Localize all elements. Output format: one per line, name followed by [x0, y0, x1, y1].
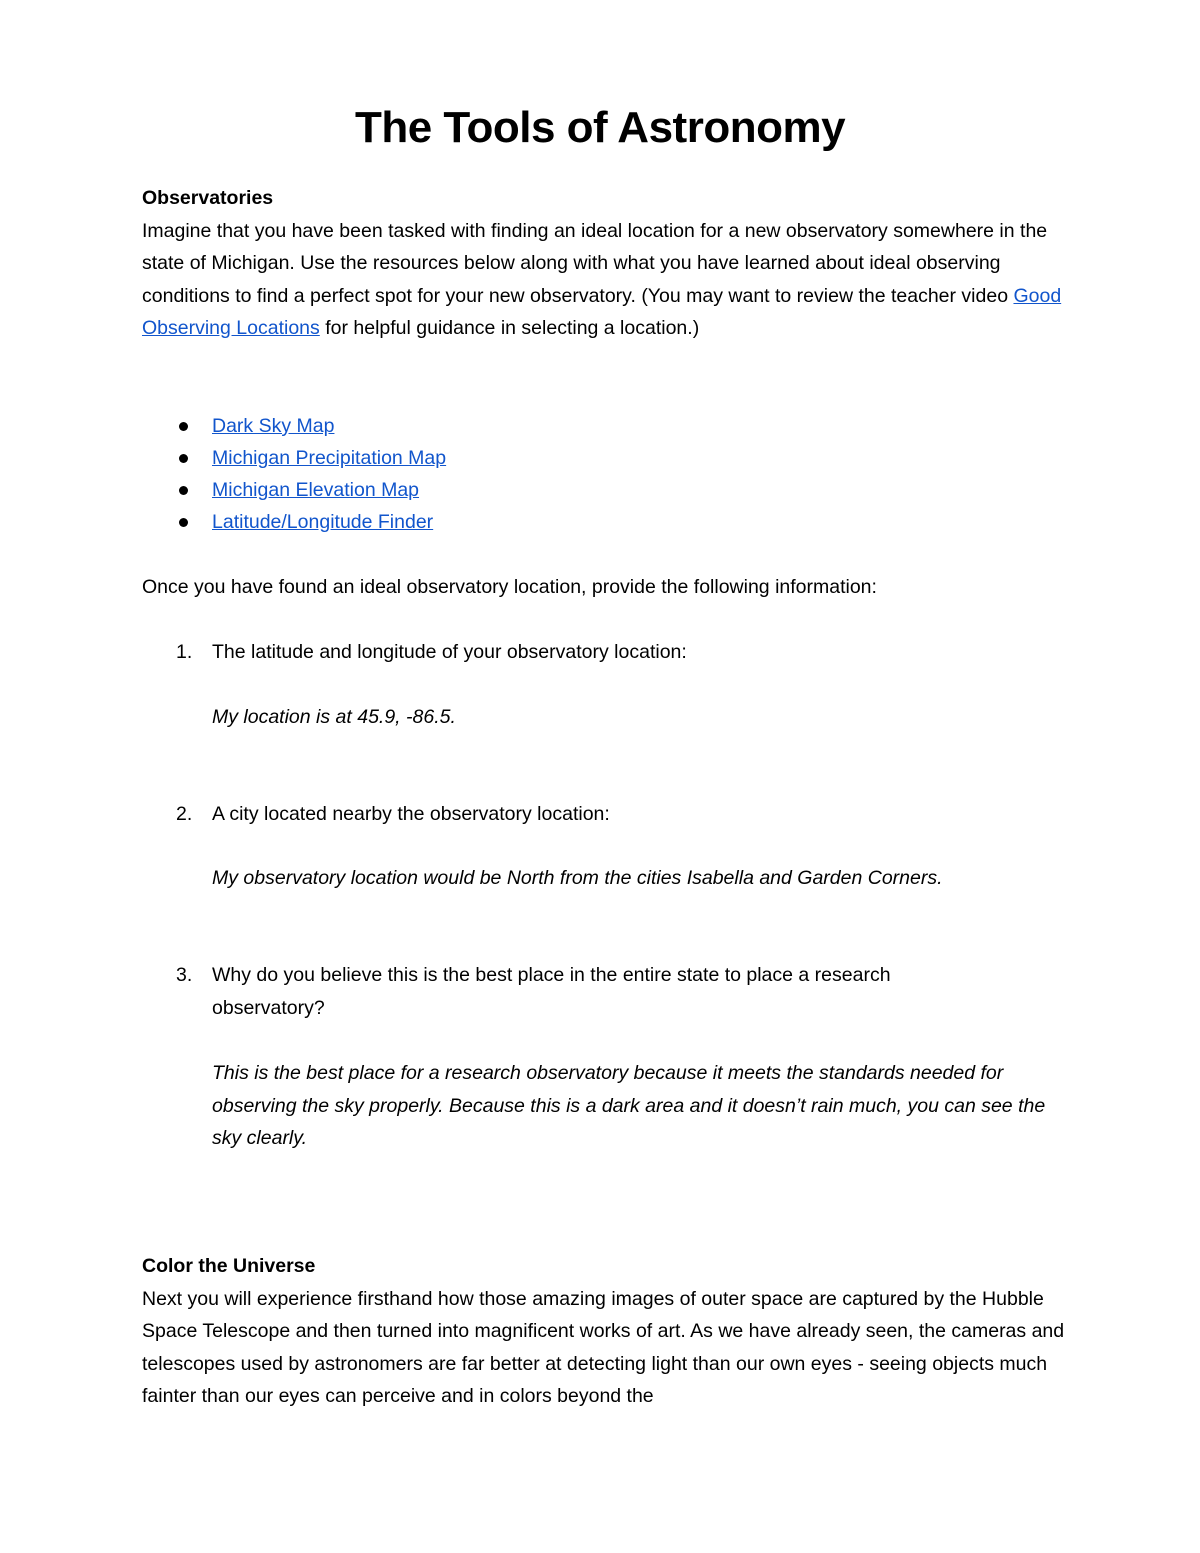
question-text: The latitude and longitude of your observatory location:: [212, 641, 687, 663]
answer-1: My location is at 45.9, -86.5.: [212, 706, 456, 728]
color-universe-body: Next you will experience firsthand how those amazing images of outer space are captured by the Hubble Space Telescope and then turned into magnificent works of art. As we have already seen, the cameras and telescopes used by astronomers are far better at detecting light than our own eyes - seeing objects much fainter than our eyes can perceive and in colors beyond the: [142, 1287, 1065, 1407]
instructions-prompt: Once you have found an ideal observatory location, provide the following information:: [142, 576, 877, 598]
bullet-icon: [179, 422, 188, 431]
list-item: [142, 410, 1072, 442]
question-2: [142, 798, 1072, 831]
question-number: 3.: [176, 964, 193, 986]
bullet-icon: [179, 518, 188, 527]
list-item: [142, 474, 1072, 506]
intro-text-after-link: for helpful guidance in selecting a location.): [319, 317, 700, 339]
question-text: A city located nearby the observatory location:: [212, 803, 610, 825]
question-text: Why do you believe this is the best place in the entire state to place a research observatory?: [212, 964, 891, 1019]
question-3: [142, 959, 1072, 1024]
question-number: 2.: [176, 803, 193, 825]
resources-list-container: [142, 410, 1072, 538]
michigan-precipitation-map-link[interactable]: Michigan Precipitation Map: [212, 447, 447, 469]
section-heading-observatories: Observatories: [142, 187, 274, 209]
latitude-longitude-finder-link[interactable]: Latitude/Longitude Finder: [212, 511, 434, 533]
observatories-intro: [142, 215, 1072, 345]
good-observing-locations-link[interactable]: Good Observing Locations: [142, 284, 1062, 339]
intro-text-before-link: Imagine that you have been tasked with finding an ideal location for a new observatory somewhere in the state of Michigan. Use the resources below along with what you have learned about ideal observing conditions to find a perfect spot for your new observatory. (You may want to review the teacher video: [142, 219, 1048, 307]
answer-2: My observatory location would be North from the cities Isabella and Garden Corners.: [212, 867, 943, 889]
bullet-icon: [179, 486, 188, 495]
answer-3: This is the best place for a research observatory because it meets the standards needed for observing the sky properly. Because this is a dark area and it doesn’t rain much, you can see the sky clearly.: [212, 1062, 1046, 1149]
list-item: [142, 506, 1072, 538]
question-number: 1.: [176, 641, 193, 663]
dark-sky-map-link[interactable]: Dark Sky Map: [212, 415, 335, 437]
question-1: [142, 636, 1072, 669]
section-heading-color-the-universe: Color the Universe: [142, 1255, 316, 1277]
list-item: [142, 442, 1072, 474]
michigan-elevation-map-link[interactable]: Michigan Elevation Map: [212, 479, 420, 501]
page-title: The Tools of Astronomy: [354, 103, 846, 152]
observatories-section: [142, 182, 1072, 345]
color-universe-section: [142, 1250, 1072, 1413]
resources-list: [142, 410, 1072, 538]
bullet-icon: [179, 454, 188, 463]
